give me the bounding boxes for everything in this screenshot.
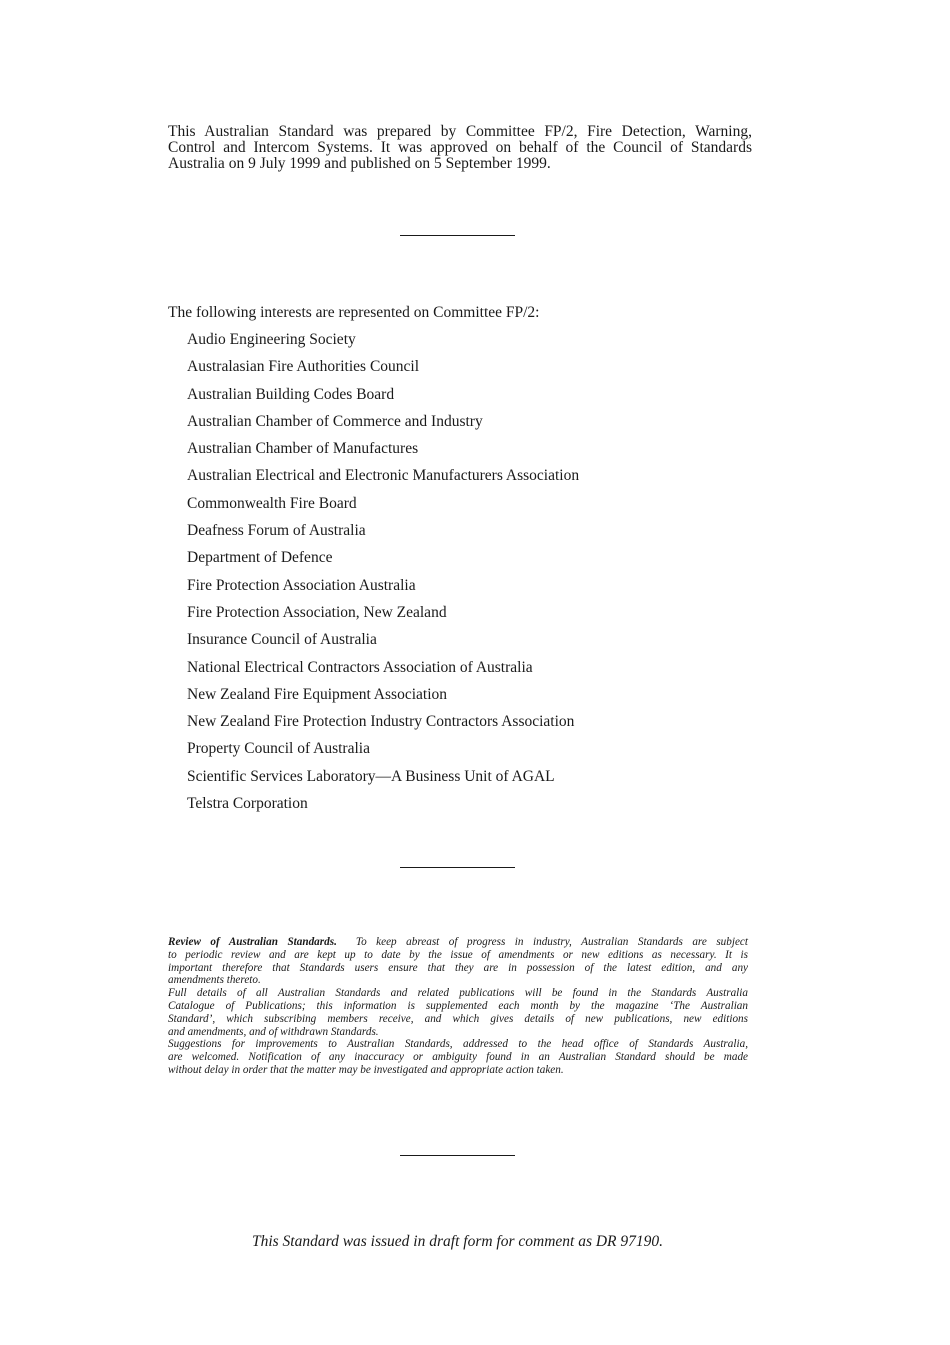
list-item: Australian Electrical and Electronic Manufacturers Association: [187, 467, 580, 485]
approval-statement: [168, 124, 752, 172]
list-item: Scientific Services Laboratory—A Business Unit of AGAL: [187, 767, 555, 785]
review-line: are welcomed. Notification of any inaccuracy or ambiguity found in an Australian Standard should be made: [168, 1051, 748, 1064]
review-line: Suggestions for improvements to Australian Standards, addressed to the head office of Standards Australia,: [168, 1038, 748, 1051]
list-item: New Zealand Fire Protection Industry Contractors Association: [187, 713, 575, 731]
review-line: Catalogue of Publications; this information is supplemented each month by the magazine ‘The Australian: [168, 999, 748, 1012]
draft-note: This Standard was issued in draft form for comment as DR 97190.: [251, 1233, 664, 1250]
interests-lead: The following interests are represented on Committee FP/2:: [168, 304, 540, 321]
interests-list: [187, 330, 579, 821]
review-line: important therefore that Standards users ensure that they are in possession of the latest edition, and any: [168, 961, 748, 974]
list-item: Property Council of Australia: [187, 740, 370, 758]
divider-rule: [400, 235, 515, 236]
review-line: Standard’, which subscribing members receive, and which gives details of new publications, new editions: [168, 1012, 748, 1025]
review-heading: Review of Australian Standards.: [168, 936, 337, 948]
approval-line: Australia on 9 July 1999 and published on 5 September 1999.: [168, 155, 551, 172]
list-item: Deafness Forum of Australia: [187, 522, 366, 540]
list-item: Fire Protection Association, New Zealand: [187, 603, 447, 621]
review-line: to periodic review and are kept up to date by the issue of amendments or new editions as necessary. It is: [168, 948, 748, 961]
list-item: New Zealand Fire Equipment Association: [187, 685, 447, 703]
approval-line: Control and Intercom Systems. It was approved on behalf of the Council of Standards: [168, 139, 752, 156]
list-item: Fire Protection Association Australia: [187, 576, 416, 594]
review-notice: [168, 936, 748, 1077]
divider-rule: [400, 1155, 515, 1156]
review-paragraph: [168, 987, 748, 1038]
review-line-text: To keep abreast of progress in industry, Australian Standards are subject: [355, 936, 749, 948]
approval-line: This Australian Standard was prepared by Committee FP/2, Fire Detection, Warning,: [168, 123, 752, 140]
list-item: Australian Chamber of Manufactures: [187, 440, 419, 458]
list-item: Insurance Council of Australia: [187, 631, 377, 649]
review-paragraph: [168, 936, 748, 987]
list-item: Australian Chamber of Commerce and Industry: [187, 412, 483, 430]
list-item: Audio Engineering Society: [187, 331, 356, 348]
review-line: [168, 936, 748, 949]
list-item: Australasian Fire Authorities Council: [187, 358, 420, 376]
review-line: and amendments, and of withdrawn Standards.: [168, 1025, 379, 1038]
list-item: Commonwealth Fire Board: [187, 494, 357, 512]
review-line: Full details of all Australian Standards and related publications will be found in the Standards Australia: [168, 987, 748, 1000]
review-paragraph: [168, 1038, 748, 1076]
review-line: amendments thereto.: [168, 974, 261, 987]
review-line: without delay in order that the matter may be investigated and appropriate action taken.: [168, 1063, 564, 1076]
divider-rule: [400, 867, 515, 868]
list-item: National Electrical Contractors Association of Australia: [187, 658, 533, 676]
list-item: Telstra Corporation: [187, 795, 308, 813]
list-item: Australian Building Codes Board: [187, 385, 395, 403]
list-item: Department of Defence: [187, 549, 333, 567]
